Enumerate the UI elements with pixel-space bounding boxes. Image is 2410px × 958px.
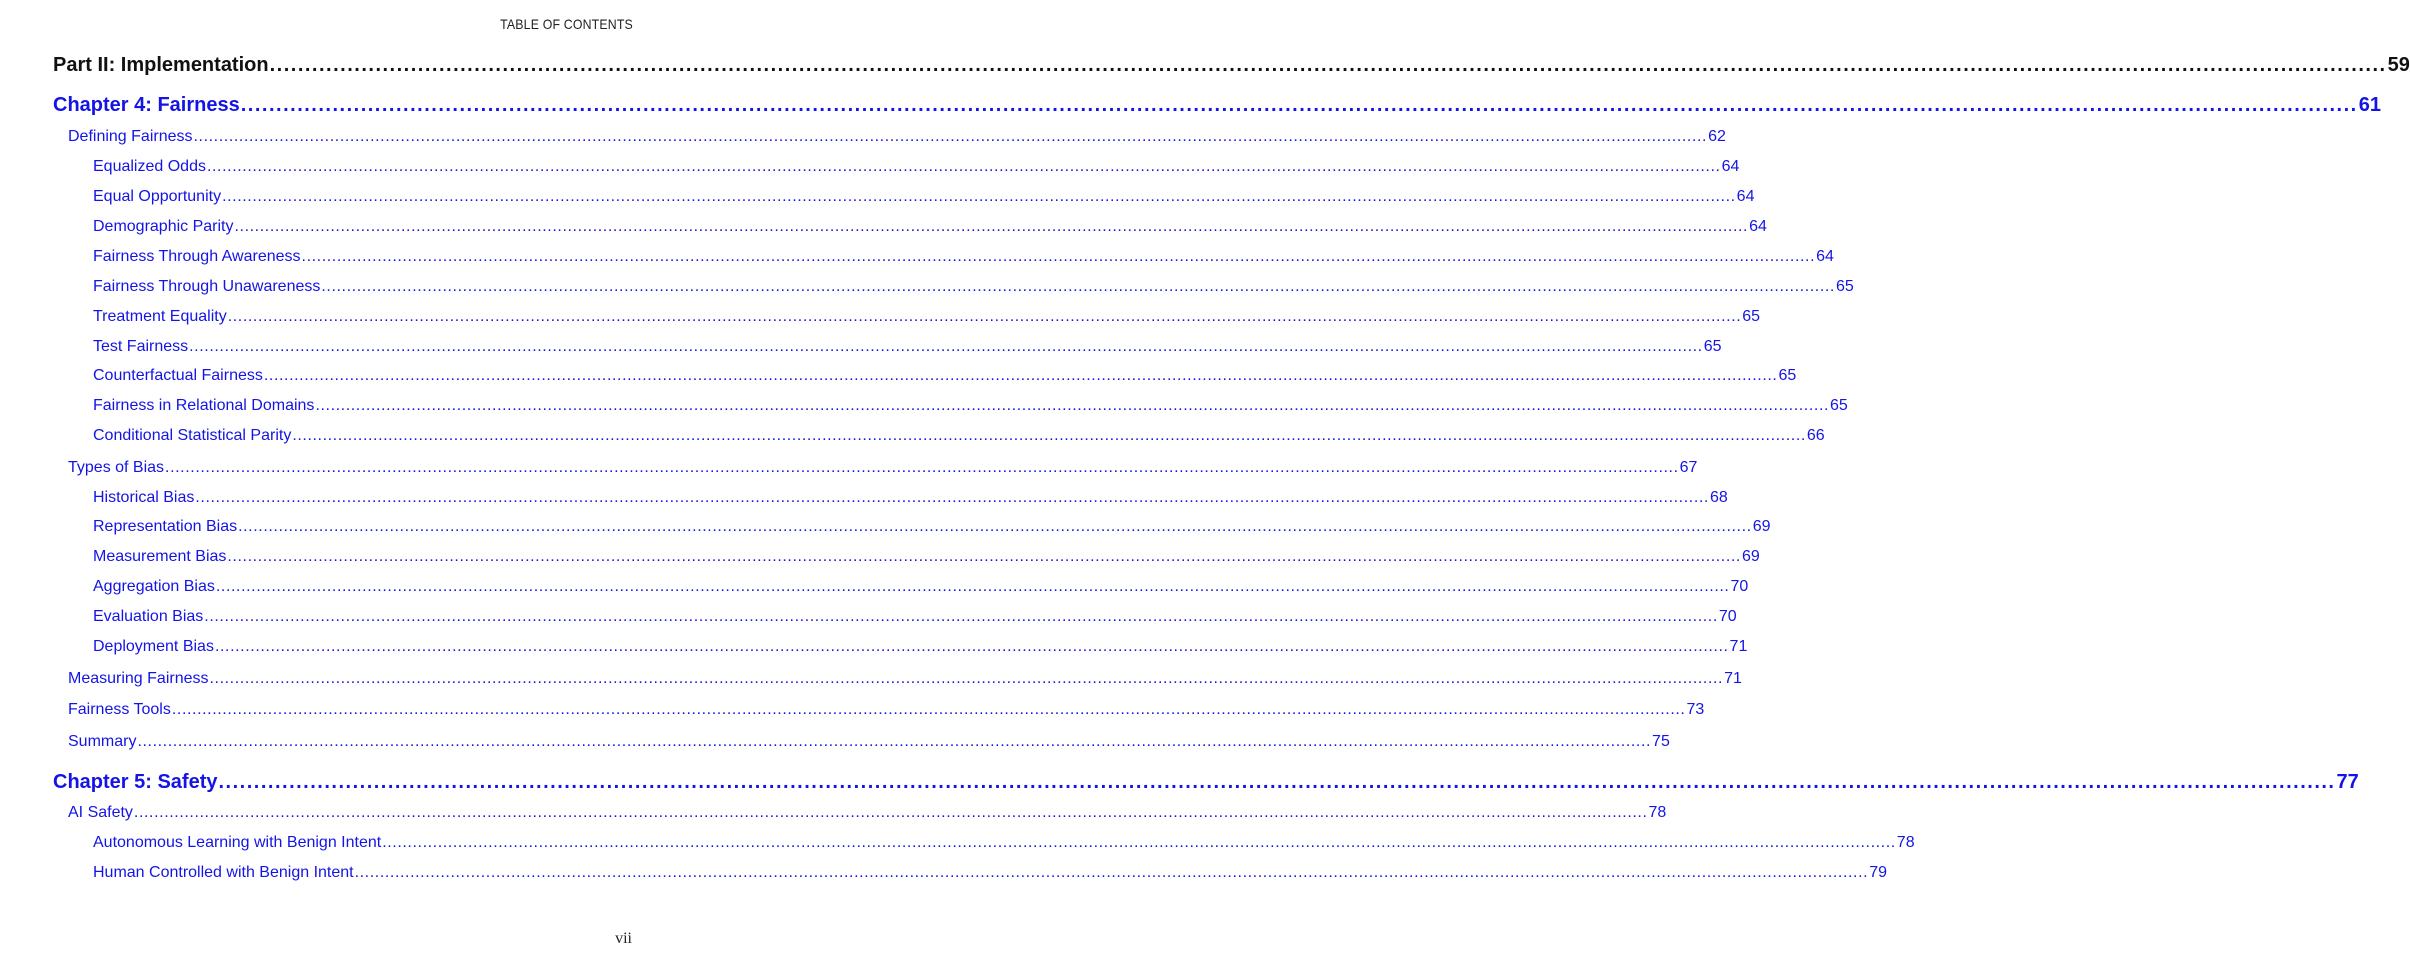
toc-entry-fairness-in-relational-domains[interactable] xyxy=(93,397,1848,415)
toc-entry-label: Historical Bias xyxy=(93,489,195,506)
dot-leader: ............................................................................................................................................................................................................................................................................................................ xyxy=(189,338,1703,355)
running-header: TABLE OF CONTENTS xyxy=(500,16,633,32)
toc-entry-autonomous-learning[interactable] xyxy=(93,834,1915,852)
toc-entry-label: Equalized Odds xyxy=(93,158,206,175)
toc-entry-page: 71 xyxy=(1729,638,1748,655)
toc-entry-measurement-bias[interactable] xyxy=(93,548,1760,566)
dot-leader: ............................................................................................................................................................................................................................................................................................................ xyxy=(315,397,1830,414)
toc-entry-page: 62 xyxy=(1708,128,1726,145)
toc-entry-demographic-parity[interactable] xyxy=(93,218,1767,236)
dot-leader: ............................................................................................................................................................................................................................................................................................................ xyxy=(301,248,1816,265)
toc-entry-page: 69 xyxy=(1741,548,1760,565)
dot-leader: ............................................................................................................................................................................................................................................................................................................ xyxy=(218,771,2336,793)
toc-entry-types-of-bias[interactable] xyxy=(68,459,1698,477)
toc-entry-historical-bias[interactable] xyxy=(93,489,1728,507)
toc-entry-measuring-fairness[interactable] xyxy=(68,670,1742,688)
toc-entry-fairness-through-awareness[interactable] xyxy=(93,248,1834,266)
toc-entry-label: Human Controlled with Benign Intent xyxy=(93,864,354,881)
toc-entry-deployment-bias[interactable] xyxy=(93,638,1748,656)
toc-entry-human-controlled[interactable] xyxy=(93,864,1887,882)
toc-entry-page: 75 xyxy=(1652,733,1670,750)
toc-entry-label: Part II: Implementation xyxy=(53,54,269,76)
dot-leader: ............................................................................................................................................................................................................................................................................................................ xyxy=(238,518,1752,535)
toc-entry-label: Aggregation Bias xyxy=(93,578,215,595)
toc-entry-page: 65 xyxy=(1742,308,1761,325)
toc-entry-label: AI Safety xyxy=(68,804,133,821)
page-number: vii xyxy=(615,930,632,947)
toc-entry-label: Fairness in Relational Domains xyxy=(93,397,315,414)
toc-entry-page: 65 xyxy=(1778,367,1797,384)
toc-entry-page: 61 xyxy=(2358,94,2381,116)
toc-entry-page: 64 xyxy=(1749,218,1767,235)
toc-entry-aggregation-bias[interactable] xyxy=(93,578,1749,596)
dot-leader: ............................................................................................................................................................................................................................................................................................................ xyxy=(269,54,2387,76)
toc-entry-label: Conditional Statistical Parity xyxy=(93,427,292,444)
toc-entry-label: Fairness Tools xyxy=(68,701,171,718)
toc-entry-page: 67 xyxy=(1679,459,1698,476)
toc-entry-counterfactual-fairness[interactable] xyxy=(93,367,1797,385)
dot-leader: ............................................................................................................................................................................................................................................................................................................ xyxy=(382,834,1896,851)
dot-leader: ............................................................................................................................................................................................................................................................................................................ xyxy=(321,278,1835,295)
toc-entry-label: Summary xyxy=(68,733,137,750)
toc-entry-label: Evaluation Bias xyxy=(93,608,204,625)
dot-leader: ............................................................................................................................................................................................................................................................................................................ xyxy=(227,308,1742,325)
toc-entry-page: 66 xyxy=(1806,427,1825,444)
toc-entry-treatment-equality[interactable] xyxy=(93,308,1761,326)
toc-entry-page: 70 xyxy=(1718,608,1737,625)
toc-entry-label: Demographic Parity xyxy=(93,218,234,235)
toc-entry-label: Chapter 4: Fairness xyxy=(53,94,240,116)
toc-entry-label: Deployment Bias xyxy=(93,638,214,655)
dot-leader: ............................................................................................................................................................................................................................................................................................................ xyxy=(195,489,1709,506)
toc-entry-chapter-4[interactable] xyxy=(53,94,2381,117)
toc-entry-page: 59 xyxy=(2387,54,2410,76)
toc-entry-page: 73 xyxy=(1686,701,1705,718)
dot-leader: ............................................................................................................................................................................................................................................................................................................ xyxy=(292,427,1806,444)
toc-entry-fairness-through-unawareness[interactable] xyxy=(93,278,1854,296)
dot-leader: ............................................................................................................................................................................................................................................................................................................ xyxy=(133,804,1648,821)
dot-leader: ............................................................................................................................................................................................................................................................................................................ xyxy=(354,864,1869,881)
toc-entry-label: Types of Bias xyxy=(68,459,165,476)
toc-entry-label: Fairness Through Awareness xyxy=(93,248,301,265)
toc-entry-label: Treatment Equality xyxy=(93,308,227,325)
toc-entry-page: 65 xyxy=(1703,338,1722,355)
dot-leader: ............................................................................................................................................................................................................................................................................................................ xyxy=(171,701,1686,718)
toc-entry-page: 78 xyxy=(1896,834,1915,851)
toc-entry-page: 68 xyxy=(1709,489,1728,506)
toc-entry-label: Measurement Bias xyxy=(93,548,227,565)
toc-entry-representation-bias[interactable] xyxy=(93,518,1771,536)
dot-leader: ............................................................................................................................................................................................................................................................................................................ xyxy=(222,188,1736,205)
dot-leader: ............................................................................................................................................................................................................................................................................................................ xyxy=(227,548,1741,565)
dot-leader: ............................................................................................................................................................................................................................................................................................................ xyxy=(206,158,1721,175)
dot-leader: ............................................................................................................................................................................................................................................................................................................ xyxy=(234,218,1749,235)
dot-leader: ............................................................................................................................................................................................................................................................................................................ xyxy=(240,94,2358,116)
toc-entry-conditional-statistical-parity[interactable] xyxy=(93,427,1825,445)
toc-entry-page: 65 xyxy=(1830,397,1848,414)
toc-entry-test-fairness[interactable] xyxy=(93,338,1722,356)
dot-leader: ............................................................................................................................................................................................................................................................................................................ xyxy=(204,608,1718,625)
toc-entry-label: Test Fairness xyxy=(93,338,189,355)
dot-leader: ............................................................................................................................................................................................................................................................................................................ xyxy=(263,367,1778,384)
toc-entry-page: 69 xyxy=(1752,518,1771,535)
toc-entry-page: 70 xyxy=(1730,578,1749,595)
toc-entry-label: Autonomous Learning with Benign Intent xyxy=(93,834,382,851)
toc-entry-label: Counterfactual Fairness xyxy=(93,367,263,384)
dot-leader: ............................................................................................................................................................................................................................................................................................................ xyxy=(209,670,1724,687)
toc-entry-page: 71 xyxy=(1724,670,1742,687)
toc-entry-page: 64 xyxy=(1736,188,1755,205)
toc-entry-ai-safety[interactable] xyxy=(68,804,1667,822)
toc-entry-equal-opportunity[interactable] xyxy=(93,188,1755,206)
toc-entry-label: Representation Bias xyxy=(93,518,238,535)
toc-entry-page: 64 xyxy=(1816,248,1834,265)
toc-entry-page: 77 xyxy=(2336,771,2359,793)
dot-leader: ............................................................................................................................................................................................................................................................................................................ xyxy=(215,578,1730,595)
toc-entry-page: 64 xyxy=(1721,158,1740,175)
toc-entry-fairness-tools[interactable] xyxy=(68,701,1705,719)
dot-leader: ............................................................................................................................................................................................................................................................................................................ xyxy=(137,733,1652,750)
toc-entry-evaluation-bias[interactable] xyxy=(93,608,1737,626)
toc-entry-part-2[interactable] xyxy=(53,54,2410,77)
toc-entry-page: 78 xyxy=(1648,804,1667,821)
toc-entry-equalized-odds[interactable] xyxy=(93,158,1740,176)
toc-entry-label: Fairness Through Unawareness xyxy=(93,278,321,295)
toc-entry-label: Defining Fairness xyxy=(68,128,193,145)
toc-entry-defining-fairness[interactable] xyxy=(68,128,1726,146)
toc-entry-summary[interactable] xyxy=(68,733,1670,751)
toc-entry-label: Equal Opportunity xyxy=(93,188,222,205)
dot-leader: ............................................................................................................................................................................................................................................................................................................ xyxy=(214,638,1729,655)
toc-entry-page: 65 xyxy=(1835,278,1854,295)
dot-leader: ............................................................................................................................................................................................................................................................................................................ xyxy=(165,459,1679,476)
toc-entry-chapter-5[interactable] xyxy=(53,771,2359,794)
dot-leader: ............................................................................................................................................................................................................................................................................................................ xyxy=(193,128,1708,145)
toc-entry-page: 79 xyxy=(1869,864,1887,881)
toc-entry-label: Measuring Fairness xyxy=(68,670,209,687)
toc-entry-label: Chapter 5: Safety xyxy=(53,771,218,793)
